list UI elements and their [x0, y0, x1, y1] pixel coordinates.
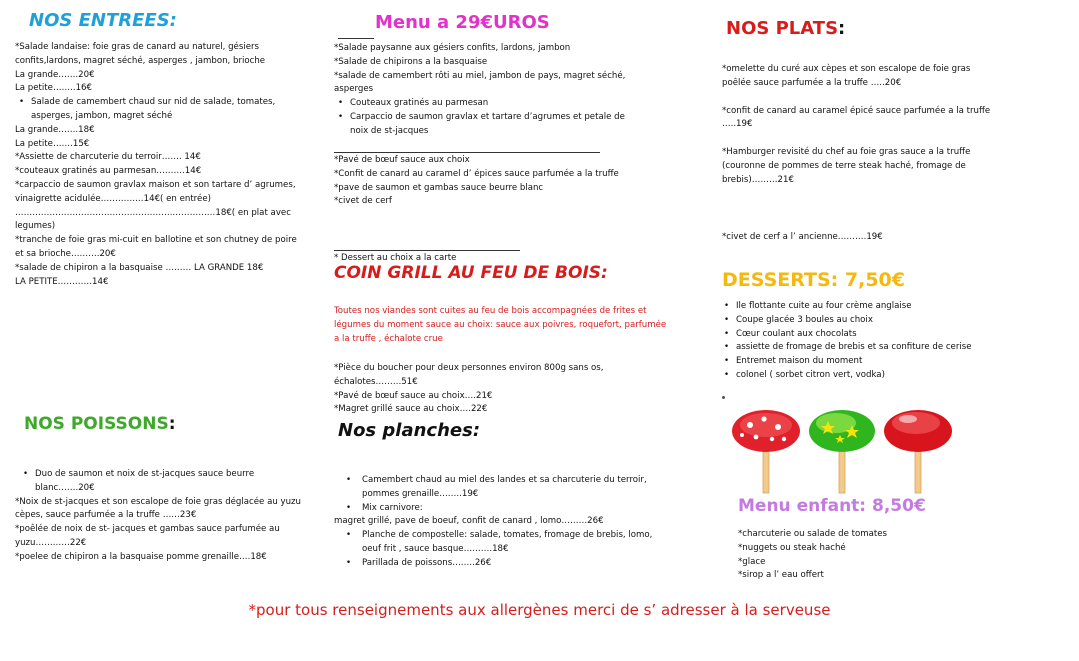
poisson-noix: *Noix de st-jacques et son escalope de foie gras déglacée au yuzu cèpes, sauce parfumée a la truffe ……23€	[15, 496, 302, 521]
poissons-title	[24, 414, 176, 434]
entrees-title: NOS ENTREES:	[29, 10, 177, 31]
poisson-duo: • Duo de saumon et noix de st-jacques sauce beurre blanc…….20€	[19, 468, 315, 496]
entree-carpaccio: *carpaccio de saumon gravlax maison et son tartare d’ agrumes, vinaigrette acidulée……………14€( en entrée)	[15, 179, 296, 204]
planche-compostelle: • Planche de compostelle: salade, tomates, fromage de brebis, lomo, oeuf frit , sauce basque……….18€	[342, 529, 674, 557]
grill-item: *Pièce du boucher pour deux personnes environ 800g sans os, échalotes………51€	[334, 363, 604, 387]
plats-list	[722, 63, 1002, 188]
dessert-item: • Coupe glacée 3 boules au choix	[720, 314, 1020, 328]
entree-foie-gras: *tranche de foie gras mi-cuit en ballotine et son chutney de poire et sa brioche……….20€	[15, 235, 297, 259]
poissons-title-text: NOS POISSONS	[24, 414, 169, 434]
planches-list	[334, 474, 674, 571]
menu29-entree: *salade de camembert rôti au miel, jambon de pays, magret séché, asperges	[334, 70, 626, 95]
menu29-entree: • Carpaccio de saumon gravlax et tartare d’agrumes et petale de noix de st-jacques	[334, 111, 626, 139]
dessert-item: • assiette de fromage de brebis et sa confiture de cerise	[720, 341, 1020, 355]
menu29-dessert: * Dessert au choix a la carte	[334, 253, 457, 263]
dessert-item: • Ile flottante cuite au four crème anglaise	[720, 300, 1020, 314]
plat-hamburger: *Hamburger revisité du chef au foie gras sauce a la truffe (couronne de pommes de terre steak haché, fromage de brebis)………21€	[722, 147, 971, 185]
enfant-item: *sirop a l’ eau offert	[738, 570, 824, 581]
plats-title-colon: :	[838, 18, 846, 39]
allergen-footer: *pour tous renseignements aux allergènes merci de s’ adresser à la serveuse	[248, 601, 831, 619]
title-underline	[338, 38, 374, 39]
grill-title: COIN GRILL AU FEU DE BOIS:	[334, 263, 608, 283]
lollipop-icon	[730, 405, 802, 495]
grill-intro: Toutes nos viandes sont cuites au feu de bois accompagnées de frites et légumes du moment sauce au choix: sauce aux poivres, roquefort, parfumée a la truffe , échalote crue	[334, 306, 667, 344]
lollipop-icon	[882, 405, 954, 495]
planche-camembert: • Camembert chaud au miel des landes et sa charcuterie du terroir, pommes grenaille……..19€	[342, 474, 674, 502]
poissons-list	[15, 468, 315, 565]
enfant-list	[738, 528, 998, 583]
dessert-item: • Entremet maison du moment	[720, 355, 1020, 369]
menu29-plat: *Confit de canard au caramel d’ épices sauce parfumée a la truffe	[334, 168, 619, 179]
desserts-list	[720, 300, 1020, 383]
plat-civet: *civet de cerf a l’ ancienne……….19€	[722, 232, 883, 242]
plats-title-text: NOS PLATS	[726, 18, 839, 39]
grill-item: *Magret grillé sauce au choix….22€	[334, 404, 488, 415]
grill-list	[334, 362, 639, 417]
planche-parillada: • Parillada de poissons……..26€	[342, 557, 674, 571]
poisson-poelee: *poêlée de noix de st- jacques et gambas sauce parfumée au yuzu…………22€	[15, 524, 280, 548]
menu29-entree: • Couteaux gratinés au parmesan	[334, 97, 626, 111]
poisson-chipiron: *poelee de chipiron a la basquaise pomme grenaille….18€	[15, 551, 267, 562]
plat-confit: *confit de canard au caramel épicé sauce parfumée a la truffe …..19€	[722, 105, 991, 130]
entree-price-petite: La petite…….15€	[15, 138, 90, 149]
enfant-item: *nuggets ou steak haché	[738, 542, 846, 553]
plat-omelette: *omelette du curé aux cèpes et son escalope de foie gras poêlée sauce parfumée a la truffe …..20€	[722, 64, 971, 88]
poissons-title-colon: :	[168, 414, 176, 434]
planche-mix: magret grillé, pave de boeuf, confit de canard , lomo………26€	[334, 516, 604, 527]
entree-carpaccio-plat: ……………………………………………….……………18€( en plat avec legumes)	[15, 207, 291, 232]
divider	[334, 152, 600, 153]
entree-salade-landaise: *Salade landaise: foie gras de canard au naturel, gésiers confits,lardons, magret séché, asperges , jambon, brioche	[15, 42, 266, 66]
enfant-title: Menu enfant: 8,50€	[738, 496, 926, 516]
entree-salade-camembert: • Salade de camembert chaud sur nid de salade, tomates, asperges, jambon, magret séché	[15, 96, 300, 124]
menu29-plats	[334, 154, 626, 209]
enfant-item: *charcuterie ou salade de tomates	[738, 529, 888, 539]
entree-chipiron: *salade de chipiron a la basquaise ……… LA GRANDE 18€	[15, 262, 264, 273]
entree-couteaux: *couteaux gratinés au parmesan……….14€	[15, 166, 202, 177]
stray-dot	[722, 396, 725, 399]
planches-title: Nos planches:	[338, 420, 481, 441]
entree-price-grande: La grande…….20€	[15, 69, 95, 80]
entree-charcuterie: *Assiette de charcuterie du terroir……. 14€	[15, 152, 201, 163]
entree-price-grande: La grande…….18€	[15, 124, 95, 135]
plats-title	[726, 18, 846, 39]
entrees-list	[15, 41, 300, 289]
dessert-item: • Cœur coulant aux chocolats	[720, 328, 1020, 342]
menu29-title: Menu a 29€UROS	[375, 12, 550, 33]
entree-chipiron-petite: LA PETITE…………14€	[15, 276, 109, 287]
grill-item: *Pavé de bœuf sauce au choix….21€	[334, 390, 493, 401]
menu29-entrees	[334, 42, 626, 139]
enfant-item: *glace	[738, 556, 766, 567]
dessert-item: • colonel ( sorbet citron vert, vodka)	[720, 369, 1020, 383]
menu29-plat: *Pavé de bœuf sauce aux choix	[334, 155, 470, 165]
lollipop-icon	[806, 405, 878, 495]
menu29-plat: *civet de cerf	[334, 196, 392, 207]
menu29-entree: *Salade de chipirons a la basquaise	[334, 56, 488, 67]
divider	[334, 250, 520, 251]
desserts-title: DESSERTS: 7,50€	[722, 269, 905, 291]
planche-mix-title: • Mix carnivore:	[342, 502, 674, 516]
menu29-entree: *Salade paysanne aux gésiers confits, lardons, jambon	[334, 43, 571, 53]
entree-price-petite: La petite……..16€	[15, 83, 92, 94]
menu29-plat: *pave de saumon et gambas sauce beurre blanc	[334, 182, 544, 193]
